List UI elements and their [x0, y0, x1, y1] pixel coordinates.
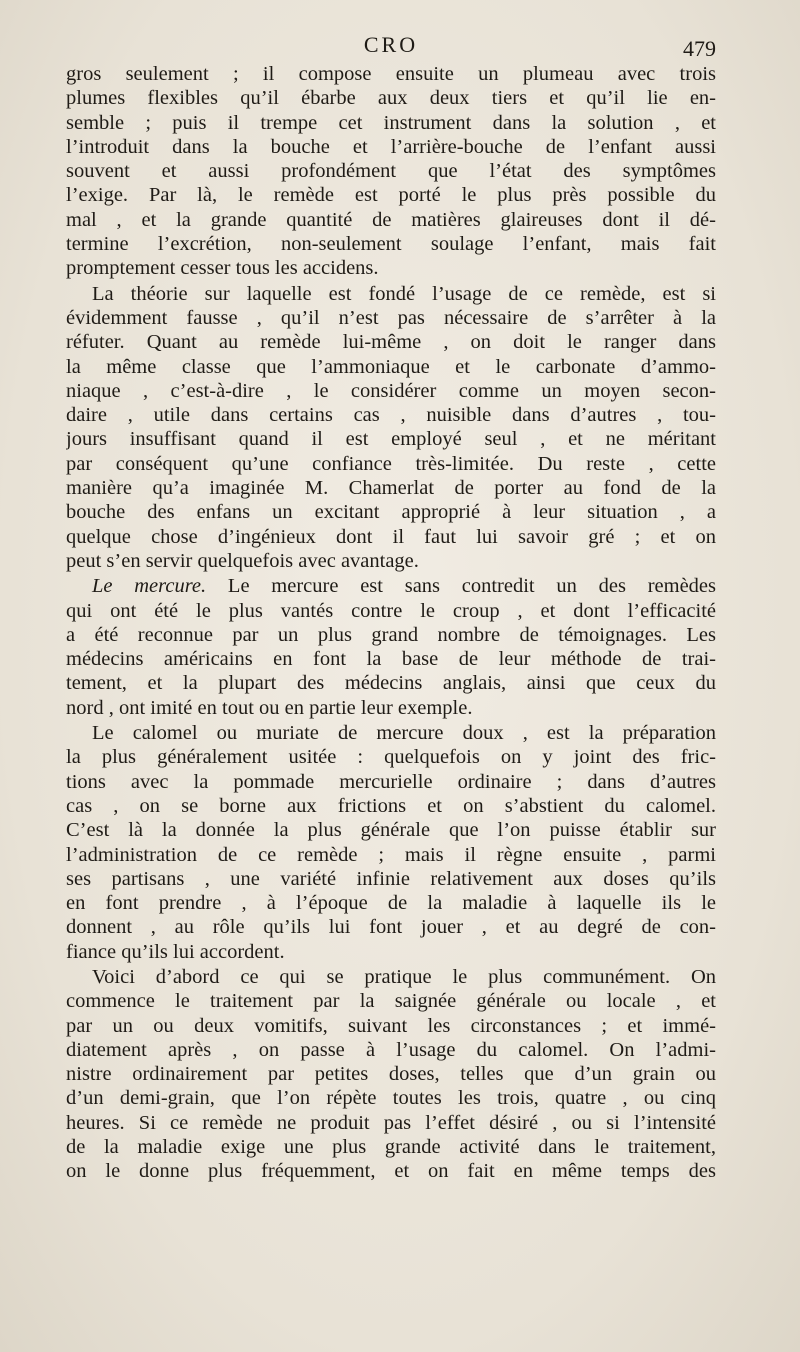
text-line: La théorie sur laquelle est fondé l’usage de ce remède, est si: [92, 282, 716, 305]
text-line: nistre ordinairement par petites doses, telles que d’un grain ou: [66, 1063, 716, 1086]
text-line: de la maladie exige une plus grande activité dans le traitement,: [66, 1136, 716, 1159]
text-line: quelque chose d’ingénieux dont il faut lui savoir gré ; et on: [66, 525, 716, 548]
page-number: 479: [683, 36, 716, 61]
text-line: diatement après , on passe à l’usage du calomel. On l’admi-: [66, 1038, 716, 1061]
text-line: semble ; puis il trempe cet instrument dans la solution , et: [66, 111, 716, 134]
text-line: par conséquent qu’une confiance très-limitée. Du reste , cette: [66, 452, 716, 475]
text-line: souvent et aussi profondément que l’état des symptômes: [66, 160, 716, 183]
text-line: mal , et la grande quantité de matières glaireuses dont il dé-: [66, 208, 716, 231]
text-line: bouche des enfans un excitant approprié à leur situation , a: [66, 501, 716, 524]
section-heading: Le mercure.: [92, 575, 207, 598]
text-line: C’est là la donnée la plus générale que l’on puisse établir sur: [66, 819, 716, 842]
text-line: niaque , c’est-à-dire , le considérer comme un moyen secon-: [66, 379, 716, 402]
text-line: réfuter. Quant au remède lui-même , on doit le ranger dans: [66, 331, 716, 354]
text-line: d’un demi-grain, que l’on répète toutes les trois, quatre , ou cinq: [66, 1087, 716, 1110]
text-line: daire , utile dans certains cas , nuisible dans d’autres , tou-: [66, 404, 716, 427]
text-line: promptement cesser tous les accidens.: [66, 257, 379, 280]
text-line: nord , ont imité en tout ou en partie leur exemple.: [66, 696, 473, 719]
text-line: ses partisans , une variété infinie relativement aux doses qu’ils: [66, 867, 716, 890]
text-line: cas , on se borne aux frictions et on s’abstient du calomel.: [66, 794, 716, 817]
text-line: Le calomel ou muriate de mercure doux , est la préparation: [92, 722, 716, 745]
text-line: jours insuffisant quand il est employé seul , et ne méritant: [66, 428, 716, 451]
text-line: l’administration de ce remède ; mais il règne ensuite , parmi: [66, 843, 716, 866]
text-line: on le donne plus fréquemment, et on fait en même temps des: [66, 1160, 716, 1183]
text-line: manière qu’a imaginée M. Chamerlat de porter au fond de la: [66, 477, 716, 500]
running-header: [66, 30, 716, 64]
running-title: CRO: [363, 32, 419, 57]
text-line: l’introduit dans la bouche et l’arrière-bouche de l’enfant aussi: [66, 135, 716, 158]
text-line: l’exige. Par là, le remède est porté le plus près possible du: [66, 184, 716, 207]
text-line: la plus généralement usitée : quelquefois on y joint des fric-: [66, 746, 716, 769]
text-line: a été reconnue par un plus grand nombre de témoignages. Les: [66, 623, 716, 646]
text-line: médecins américains en font la base de leur méthode de trai-: [66, 648, 716, 671]
text-line: peut s’en servir quelquefois avec avantage.: [66, 549, 419, 572]
text-line: qui ont été le plus vantés contre le croup , et dont l’efficacité: [66, 599, 716, 622]
text-line: fiance qu’ils lui accordent.: [66, 940, 285, 963]
text-line: tions avec la pommade mercurielle ordinaire ; dans d’autres: [66, 770, 716, 793]
text-line: tement, et la plupart des médecins anglais, ainsi que ceux du: [66, 672, 716, 695]
body-text: [66, 62, 716, 1184]
text-line: évidemment fausse , qu’il n’est pas nécessaire de s’arrêter à la: [66, 306, 716, 329]
text-line: plumes flexibles qu’il ébarbe aux deux tiers et qu’il lie en-: [66, 87, 716, 110]
text-line: heures. Si ce remède ne produit pas l’effet désiré , ou si l’intensité: [66, 1111, 716, 1134]
text-line: la même classe que l’ammoniaque et le carbonate d’ammo-: [66, 355, 716, 378]
text-fragment: Le mercure est sans contredit un des remèdes: [206, 575, 716, 598]
text-line: en font prendre , à l’époque de la maladie à laquelle ils le: [66, 892, 716, 915]
text-line: gros seulement ; il compose ensuite un plumeau avec trois: [66, 63, 716, 85]
mercure-heading-line: [66, 574, 716, 598]
text-line: par un ou deux vomitifs, suivant les circonstances ; et immé-: [66, 1014, 716, 1037]
text-line: termine l’excrétion, non-seulement soulage l’enfant, mais fait: [66, 233, 716, 256]
text-line: donnent , au rôle qu’ils lui font jouer , et au degré de con-: [66, 916, 716, 939]
text-line: Voici d’abord ce qui se pratique le plus communément. On: [92, 965, 716, 988]
text-line: commence le traitement par la saignée générale ou locale , et: [66, 990, 716, 1013]
